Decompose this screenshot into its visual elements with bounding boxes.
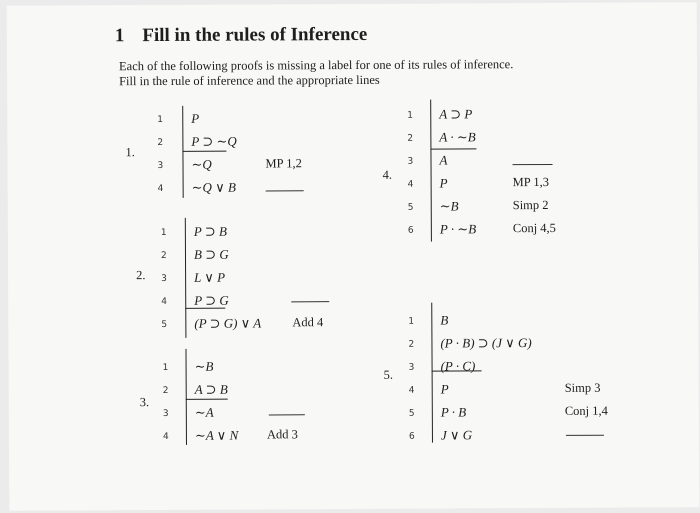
answer-blank[interactable]	[269, 414, 305, 415]
line-statement: ∼Q	[191, 156, 212, 172]
line-justification: Add 4	[292, 315, 324, 330]
line-number: 4	[162, 431, 169, 442]
answer-blank[interactable]	[513, 164, 553, 165]
line-statement: A · ∼B	[439, 129, 476, 145]
instructions-line-1: Each of the following proofs is missing a label for one of its rules of inference.	[118, 57, 514, 74]
line-number: 3	[408, 362, 415, 373]
line-statement: P ⊃ G	[194, 292, 229, 308]
line-number: 6	[408, 431, 415, 442]
proof-label: 4.	[382, 167, 392, 182]
premise-divider	[430, 148, 476, 149]
line-number: 1	[407, 110, 414, 121]
line-number: 5	[161, 319, 168, 331]
instructions	[119, 57, 513, 89]
line-statement: A ⊃ B	[194, 381, 228, 397]
line-statement: (P · C)	[440, 358, 476, 374]
line-justification: Conj 1,4	[564, 403, 608, 418]
proof-bar	[185, 218, 187, 338]
line-number: 2	[160, 250, 167, 262]
line-statement: P ⊃ B	[193, 223, 227, 239]
line-statement: ∼B	[194, 358, 214, 374]
proof-bar	[185, 349, 187, 445]
worksheet-page	[7, 2, 700, 511]
section-number: 1	[114, 25, 125, 47]
line-statement: P	[191, 110, 200, 126]
line-number: 4	[157, 183, 164, 195]
line-statement: J ∨ G	[440, 427, 473, 443]
line-number: 5	[407, 202, 414, 213]
line-number: 2	[162, 385, 169, 396]
line-number: 1	[157, 114, 164, 126]
line-justification: Add 3	[266, 427, 298, 442]
line-justification: Simp 3	[564, 380, 601, 395]
line-statement: B ⊃ G	[193, 246, 229, 262]
line-statement: P · B	[440, 404, 467, 420]
line-number: 3	[407, 156, 414, 167]
line-statement: ∼B	[439, 198, 459, 214]
proof-label: 5.	[383, 367, 394, 382]
line-justification: MP 1,3	[512, 174, 550, 190]
premise-divider	[182, 151, 226, 152]
premise-divider	[186, 399, 228, 400]
line-justification: MP 1,2	[265, 156, 302, 171]
line-statement: P ⊃ ∼Q	[191, 133, 237, 149]
line-statement: A	[439, 152, 448, 168]
line-statement: A ⊃ P	[439, 106, 473, 122]
line-number: 2	[407, 133, 414, 144]
section-title: Fill in the rules of Inference	[142, 23, 368, 47]
line-number: 3	[161, 273, 167, 285]
line-statement: L ∨ P	[194, 269, 226, 285]
line-statement: ∼A ∨ N	[194, 427, 239, 443]
line-statement: (P · B) ⊃ (J ∨ G)	[440, 335, 532, 351]
line-number: 1	[160, 227, 167, 239]
line-number: 4	[161, 296, 167, 308]
line-number: 3	[157, 160, 164, 172]
answer-blank[interactable]	[291, 301, 329, 302]
proof-label: 2.	[136, 268, 146, 283]
line-number: 1	[162, 362, 169, 373]
line-number: 5	[408, 408, 415, 419]
line-statement: P · ∼B	[439, 221, 477, 237]
line-statement: B	[440, 312, 449, 328]
line-number: 6	[407, 225, 414, 236]
line-justification: Simp 2	[512, 197, 549, 213]
line-justification: Conj 4,5	[512, 220, 556, 236]
section-heading	[115, 24, 368, 47]
instructions-line-2: Fill in the rule of inference and the appropriate lines	[119, 72, 380, 89]
line-number: 2	[157, 137, 164, 149]
line-statement: P	[440, 381, 449, 397]
line-statement: P	[439, 175, 448, 191]
line-statement: ∼A	[194, 404, 214, 420]
line-statement: (P ⊃ G) ∨ A	[194, 315, 262, 331]
answer-blank[interactable]	[266, 190, 304, 191]
line-number: 2	[408, 339, 415, 350]
proof-bar	[430, 100, 432, 242]
answer-blank[interactable]	[566, 435, 604, 436]
line-number: 4	[408, 385, 415, 396]
proof-bar	[431, 303, 433, 443]
proof-label: 1.	[125, 145, 135, 160]
line-number: 1	[408, 316, 415, 327]
line-number: 4	[407, 179, 414, 190]
line-statement: ∼Q ∨ B	[191, 179, 236, 195]
proof-label: 3.	[139, 395, 150, 410]
line-number: 3	[162, 408, 169, 419]
